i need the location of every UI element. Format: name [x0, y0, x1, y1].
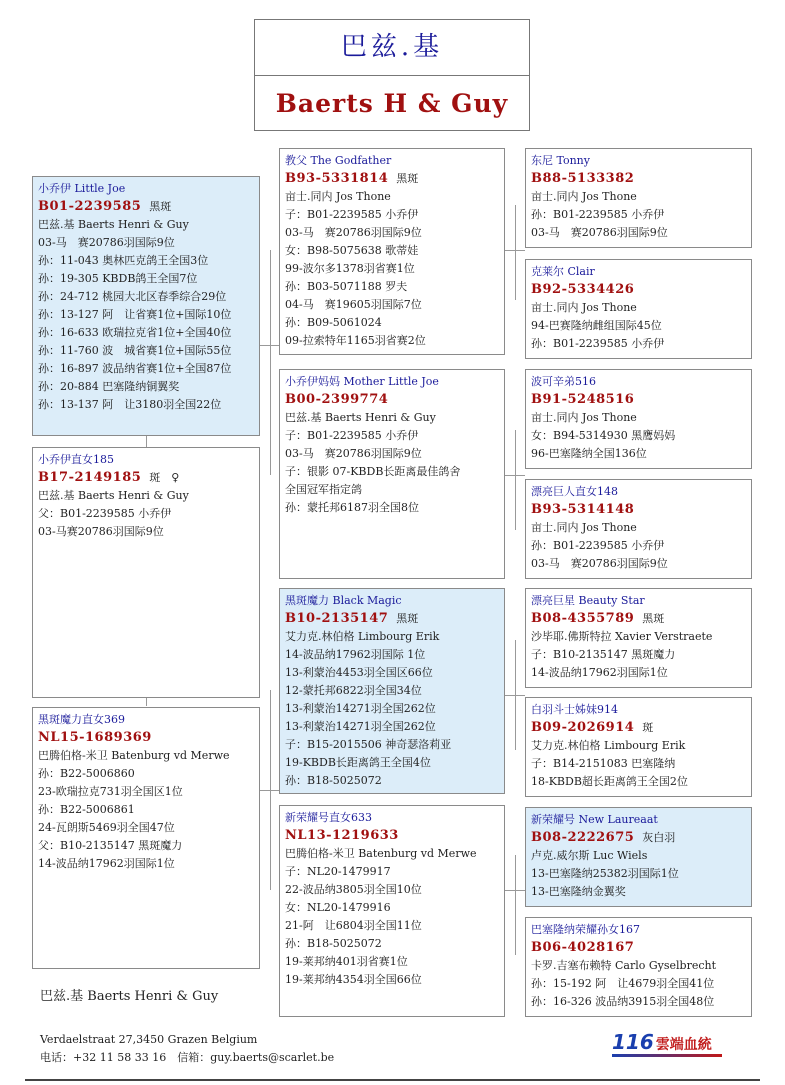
pedigree-line: 03-马 赛20786羽国际9位: [531, 557, 668, 570]
logo-number: 116: [612, 1030, 654, 1054]
card-sire-sire[interactable]: [525, 148, 752, 248]
pedigree-line: 父：B01-2239585 小乔伊: [38, 507, 172, 520]
card-mate-sire[interactable]: [279, 588, 505, 794]
card-dam-dam[interactable]: [525, 479, 752, 579]
card-sire-dam[interactable]: [525, 259, 752, 359]
pedigree-lines: [285, 628, 499, 790]
ring-number: B93-5314148: [531, 502, 635, 517]
brand-logo[interactable]: [612, 1030, 712, 1058]
pedigree-line: 09-拉索特年1165羽省赛2位: [285, 334, 426, 347]
pedigree-lines: [38, 487, 254, 541]
pigeon-name: 克莱尔 Clair: [531, 265, 595, 278]
pedigree-line: 孙：15-192 阿 让4679羽全国41位: [531, 977, 715, 990]
ring-number: B09-2026914: [531, 720, 635, 735]
plumage-color: 斑: [642, 721, 654, 734]
pigeon-name: 漂亮巨星 Beauty Star: [531, 594, 645, 607]
pedigree-line: 18-KBDB超长距离鸽王全国2位: [531, 775, 688, 788]
pedigree-line: 94-巴赛隆纳雌组国际45位: [531, 319, 662, 332]
pedigree-line: 19-莱邦纳401羽省赛1位: [285, 955, 408, 968]
pedigree-line: 19-莱邦纳4354羽全国66位: [285, 973, 422, 986]
pedigree-line: 亩士.同内 Jos Thone: [531, 521, 637, 534]
pedigree-line: 巴兹.基 Baerts Henri & Guy: [38, 489, 189, 502]
pedigree-line: 24-瓦朗斯5469羽全国47位: [38, 821, 175, 834]
ring-number: B88-5133382: [531, 171, 635, 186]
pedigree-line: 女：B94-5314930 黑鹰妈妈: [531, 429, 676, 442]
pigeon-name: 东尼 Tonny: [531, 154, 590, 167]
pedigree-line: 女：NL20-1479916: [285, 901, 391, 914]
card-mate-dam-dam[interactable]: [525, 917, 752, 1017]
pedigree-line: 孙：19-305 KBDB鸽王全国7位: [38, 272, 198, 285]
pigeon-name: 漂亮巨人直女148: [531, 485, 618, 498]
pedigree-line: 巴兹.基 Baerts Henri & Guy: [38, 218, 189, 231]
logo-underline: [612, 1054, 722, 1057]
pedigree-line: 21-阿 让6804羽全国11位: [285, 919, 422, 932]
footer-address: Verdaelstraat 27,3450 Grazen Belgium: [40, 1033, 258, 1046]
pedigree-line: 父：B10-2135147 黑斑魔力: [38, 839, 183, 852]
plumage-color: 灰白羽: [642, 831, 676, 844]
pedigree-line: 23-欧瑞拉克731羽全国区1位: [38, 785, 183, 798]
pedigree-line: 孙：11-760 波 城省赛1位+国际55位: [38, 344, 232, 357]
pigeon-name: 教父 The Godfather: [285, 154, 392, 167]
card-mate[interactable]: [32, 447, 260, 698]
connector-line: [515, 430, 516, 530]
connector-line: [515, 640, 516, 750]
pedigree-lines: [285, 409, 499, 517]
pedigree-line: 13-巴塞隆纳金翼奖: [531, 885, 626, 898]
plumage-color: 黑斑: [396, 172, 419, 185]
pedigree-lines: [531, 188, 746, 242]
ring-number: B92-5334426: [531, 282, 635, 297]
pedigree-line: 亩士.同内 Jos Thone: [531, 190, 637, 203]
card-sire[interactable]: [279, 148, 505, 355]
pedigree-line: 亩士.同内 Jos Thone: [531, 301, 637, 314]
ring-number: NL15-1689369: [38, 730, 152, 745]
pedigree-lines: [531, 519, 746, 573]
footer-owner: 巴兹.基 Baerts Henri & Guy: [40, 989, 219, 1004]
pedigree-line: 03-马 赛20786羽国际9位: [285, 447, 422, 460]
pedigree-line: 孙：13-127 阿 让省赛1位+国际10位: [38, 308, 232, 321]
pedigree-lines: [531, 299, 746, 353]
pedigree-line: 全国冠军指定鸽: [285, 483, 362, 496]
pedigree-line: 子：B14-2151083 巴塞隆纳: [531, 757, 676, 770]
pedigree-line: 孙：B09-5061024: [285, 316, 382, 329]
pedigree-line: 13-利蒙治14271羽全国262位: [285, 720, 436, 733]
pigeon-name: 黑斑魔力 Black Magic: [285, 594, 402, 607]
plumage-color: 黑斑: [149, 200, 172, 213]
pedigree-line: 卢克.威尔斯 Luc Wiels: [531, 849, 648, 862]
pedigree-line: 孙：13-137 阿 让3180羽全国22位: [38, 398, 222, 411]
pedigree-line: 孙：16-633 欧瑞拉克省1位+全国40位: [38, 326, 232, 339]
pedigree-line: 孙：16-326 波品纳3915羽全国48位: [531, 995, 715, 1008]
pedigree-lines: [531, 737, 746, 791]
pedigree-line: 孙：B01-2239585 小乔伊: [531, 337, 665, 350]
pedigree-line: 子：B01-2239585 小乔伊: [285, 208, 419, 221]
pigeon-name: 小乔伊 Little Joe: [38, 182, 126, 195]
pedigree-line: 子：银影 07-KBDB长距离最佳鸽舍: [285, 465, 461, 478]
pedigree-line: 03-马 赛20786羽国际9位: [38, 236, 175, 249]
card-subject[interactable]: [32, 176, 260, 436]
pedigree-line: 女：B98-5075638 歌蒂娃: [285, 244, 419, 257]
pedigree-line: 子：B01-2239585 小乔伊: [285, 429, 419, 442]
pedigree-line: 艾力克.林伯格 Limbourg Erik: [285, 630, 440, 643]
pedigree-lines: [531, 957, 746, 1011]
pedigree-line: 03-马 赛20786羽国际9位: [285, 226, 422, 239]
pedigree-line: 孙：蒙托邦6187羽全国8位: [285, 501, 419, 514]
pedigree-line: 14-波品纳17962羽国际1位: [38, 857, 175, 870]
pedigree-line: 19-KBDB长距离鸽王全国4位: [285, 756, 431, 769]
pedigree-line: 孙：20-884 巴塞隆纳铜翼奖: [38, 380, 180, 393]
ring-number: B08-2222675: [531, 830, 635, 845]
pedigree-line: 13-巴塞隆纳25382羽国际1位: [531, 867, 679, 880]
pedigree-line: 巴腾伯格-米卫 Batenburg vd Merwe: [285, 847, 477, 860]
ring-number: NL13-1219633: [285, 828, 399, 843]
pedigree-line: 孙：B03-5071188 罗夫: [285, 280, 408, 293]
pedigree-line: 巴兹.基 Baerts Henri & Guy: [285, 411, 436, 424]
footer-address-block: [40, 1031, 334, 1067]
pedigree-line: 子：B10-2135147 黑斑魔力: [531, 648, 676, 661]
pedigree-line: 子：NL20-1479917: [285, 865, 391, 878]
ring-number: B01-2239585: [38, 199, 142, 214]
title-box: [254, 19, 530, 131]
pedigree-line: 孙：11-043 奥林匹克鸽王全国3位: [38, 254, 209, 267]
pedigree-line: 03-马赛20786羽国际9位: [38, 525, 164, 538]
bottom-rule: [25, 1079, 760, 1081]
logo-text: 雲端血統: [655, 1037, 712, 1053]
pedigree-line: 子：B15-2015506 神奇瑟洛莉亚: [285, 738, 452, 751]
pedigree-lines: [531, 628, 746, 682]
pedigree-line: 巴腾伯格-米卫 Batenburg vd Merwe: [38, 749, 230, 762]
ring-number: B17-2149185: [38, 470, 142, 485]
pedigree-lines: [38, 216, 254, 414]
plumage-color: 黑斑: [642, 612, 665, 625]
pigeon-name: 小乔伊直女185: [38, 453, 114, 466]
pedigree-lines: [531, 847, 746, 901]
pigeon-name: 新荣耀号 New Laureaat: [531, 813, 658, 826]
pedigree-line: 22-波品纳3805羽全国10位: [285, 883, 422, 896]
pedigree-lines: [285, 188, 499, 350]
card-mate-sire-dam[interactable]: [525, 697, 752, 797]
connector-line: [270, 250, 271, 475]
pedigree-line: 亩士.同内 Jos Thone: [531, 411, 637, 424]
plumage-color: 斑 ♀: [149, 471, 180, 484]
ring-number: B08-4355789: [531, 611, 635, 626]
connector-line: [146, 697, 147, 706]
pedigree-line: 孙：B01-2239585 小乔伊: [531, 208, 665, 221]
owner-name-en: Baerts H & Guy: [275, 89, 509, 118]
pedigree-line: 艾力克.林伯格 Limbourg Erik: [531, 739, 686, 752]
card-mate-dam[interactable]: [279, 805, 505, 1017]
pedigree-line: 孙：B22-5006861: [38, 803, 135, 816]
pedigree-line: 12-蒙托邦6822羽全国34位: [285, 684, 422, 697]
pigeon-name: 黑斑魔力直女369: [38, 713, 125, 726]
ring-number: B91-5248516: [531, 392, 635, 407]
pedigree-line: 03-马 赛20786羽国际9位: [531, 226, 668, 239]
pedigree-line: 13-利蒙治14271羽全国262位: [285, 702, 436, 715]
connector-line: [515, 855, 516, 955]
plumage-color: 黑斑: [396, 612, 419, 625]
pedigree-line: 孙：24-712 桃园大北区春季综合29位: [38, 290, 227, 303]
pedigree-line: 亩士.同内 Jos Thone: [285, 190, 391, 203]
ring-number: B06-4028167: [531, 940, 635, 955]
pigeon-name: 白羽斗士姊妹914: [531, 703, 618, 716]
pedigree-line: 96-巴塞隆纳全国136位: [531, 447, 647, 460]
pigeon-name: 新荣耀号直女633: [285, 811, 372, 824]
pedigree-line: 沙毕耶.佛斯特拉 Xavier Verstraete: [531, 630, 713, 643]
pedigree-lines: [38, 747, 254, 873]
pigeon-name: 波可辛弟516: [531, 375, 596, 388]
ring-number: B93-5331814: [285, 171, 389, 186]
ring-number: B00-2399774: [285, 392, 389, 407]
connector-line: [515, 205, 516, 300]
pedigree-lines: [531, 409, 746, 463]
pedigree-line: 04-马 赛19605羽国际7位: [285, 298, 422, 311]
pedigree-line: 卡罗.吉塞布赖特 Carlo Gyselbrecht: [531, 959, 717, 972]
pedigree-line: 孙：B01-2239585 小乔伊: [531, 539, 665, 552]
card-mate-dam-root[interactable]: [32, 707, 260, 969]
pedigree-line: 13-利蒙治4453羽全国区66位: [285, 666, 433, 679]
pedigree-lines: [285, 845, 499, 989]
pedigree-line: 99-波尔多1378羽省赛1位: [285, 262, 415, 275]
ring-number: B10-2135147: [285, 611, 389, 626]
card-mate-sire-sire[interactable]: [525, 588, 752, 688]
connector-line: [270, 690, 271, 890]
pedigree-line: 孙：B18-5025072: [285, 937, 382, 950]
footer-contact: 电话：+32 11 58 33 16 信箱：guy.baerts@scarlet.be: [40, 1051, 335, 1064]
pedigree-line: 孙：16-897 波品纳省赛1位+全国87位: [38, 362, 232, 375]
pedigree-line: 孙：B22-5006860: [38, 767, 135, 780]
card-dam-sire[interactable]: [525, 369, 752, 469]
pigeon-name: 小乔伊妈妈 Mother Little Joe: [285, 375, 439, 388]
pedigree-line: 孙：B18-5025072: [285, 774, 382, 787]
card-dam[interactable]: [279, 369, 505, 579]
pedigree-line: 14-波品纳17962羽国际 1位: [285, 648, 426, 661]
pedigree-line: 14-波品纳17962羽国际1位: [531, 666, 668, 679]
pigeon-name: 巴塞隆纳荣耀孙女167: [531, 923, 640, 936]
owner-name-cn: 巴兹.基: [255, 20, 529, 76]
card-mate-dam-sire[interactable]: [525, 807, 752, 907]
